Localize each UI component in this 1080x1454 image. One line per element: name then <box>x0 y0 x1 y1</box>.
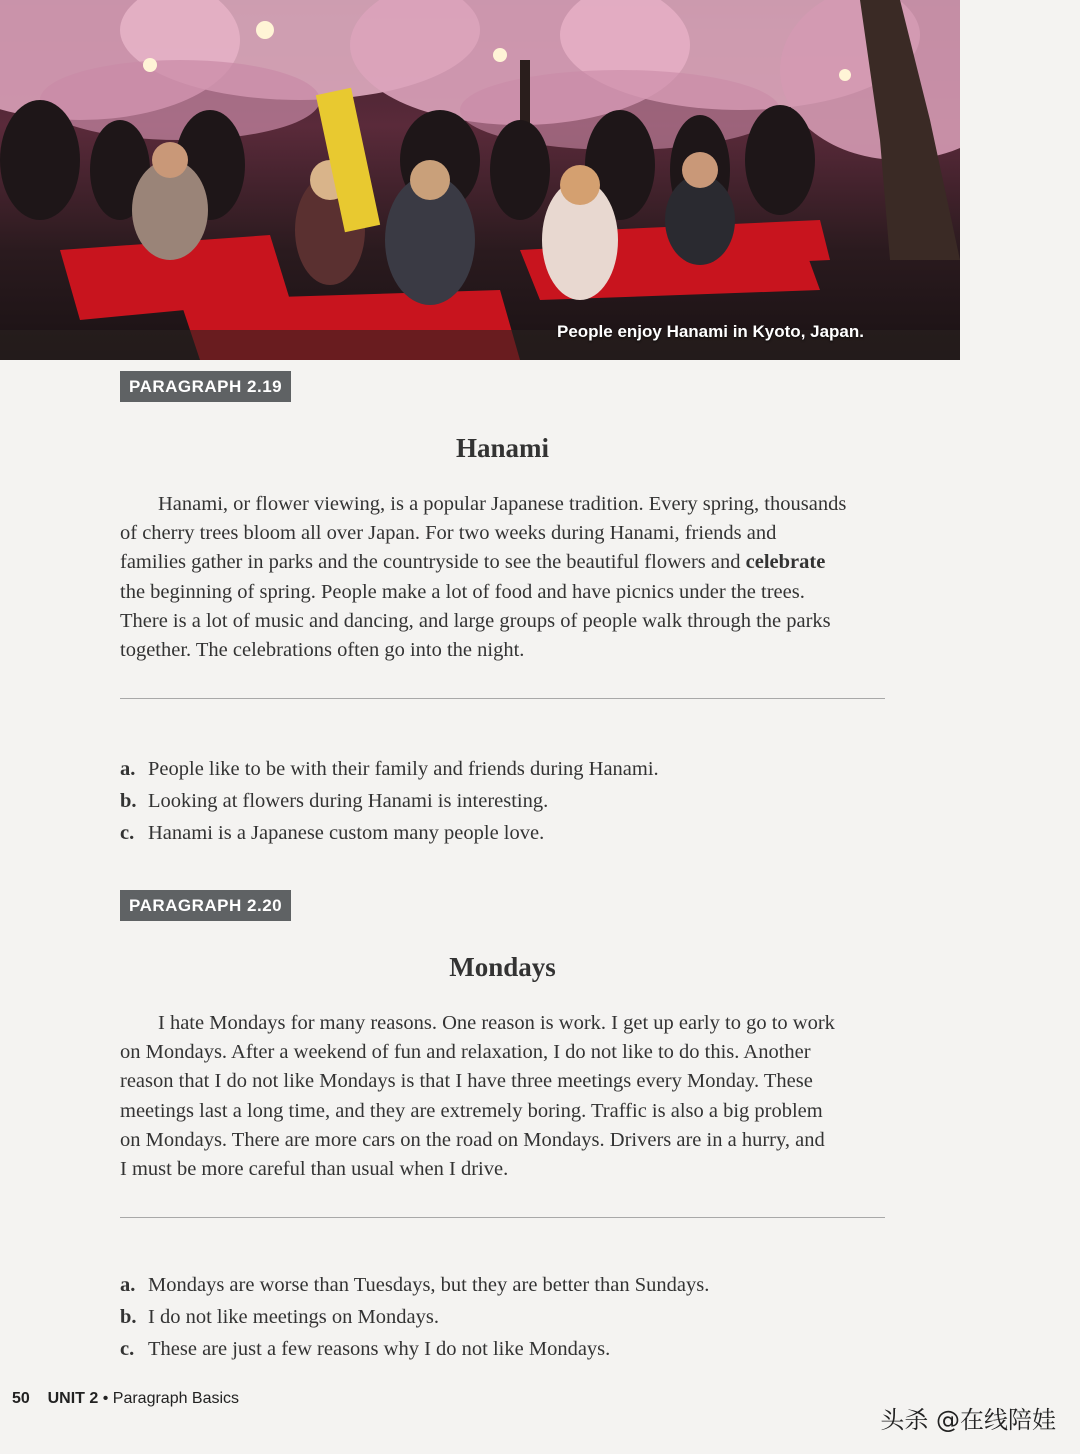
photo-caption: People enjoy Hanami in Kyoto, Japan. <box>556 322 864 341</box>
hanami-photo <box>0 0 960 360</box>
vocab-word: celebrate <box>745 551 826 574</box>
body-line: reason that I do not like Mondays is that I have three meetings every Monday. These <box>120 1070 813 1093</box>
paragraph-tag: PARAGRAPH 2.19 <box>120 371 291 402</box>
answer-line <box>120 1217 885 1218</box>
option-letter: b. <box>120 790 137 812</box>
body-line <box>120 548 885 577</box>
option-item[interactable] <box>120 758 659 790</box>
answer-options <box>120 758 659 854</box>
body-line-text: families gather in parks and the countryside to see the beautiful flowers and <box>120 551 741 574</box>
paragraph-tag: PARAGRAPH 2.20 <box>120 890 291 921</box>
watermark: 头杀 @在线陪娃 <box>880 1406 1056 1434</box>
option-text: People like to be with their family and friends during Hanami. <box>148 758 659 780</box>
option-letter: c. <box>120 822 135 844</box>
body-line: the beginning of spring. People make a lot of food and have picnics under the trees. <box>120 580 805 603</box>
page-number: 50 <box>12 1390 30 1407</box>
lantern <box>143 58 157 72</box>
option-item[interactable] <box>120 790 659 822</box>
option-text: Hanami is a Japanese custom many people love. <box>148 822 545 844</box>
body-line: There is a lot of music and dancing, and large groups of people walk through the parks <box>120 609 831 632</box>
body-line: I must be more careful than usual when I drive. <box>120 1158 509 1181</box>
option-letter: b. <box>120 1306 137 1328</box>
page-footer <box>12 1390 239 1408</box>
paragraph-body <box>120 1009 885 1184</box>
option-text: These are just a few reasons why I do not like Mondays. <box>148 1338 611 1360</box>
paragraph-body <box>120 490 885 665</box>
footer-separator: • <box>102 1390 109 1407</box>
paragraph-title: Mondays <box>449 952 556 982</box>
option-letter: a. <box>120 1274 136 1296</box>
body-line: together. The celebrations often go into the night. <box>120 639 525 662</box>
body-line: on Mondays. There are more cars on the road on Mondays. Drivers are in a hurry, and <box>120 1128 825 1151</box>
cherry-blossom-canopy <box>0 0 960 160</box>
option-item[interactable] <box>120 1338 709 1370</box>
answer-line <box>120 698 885 699</box>
option-text: I do not like meetings on Mondays. <box>148 1306 439 1328</box>
body-line: meetings last a long time, and they are extremely boring. Traffic is also a big problem <box>120 1099 823 1122</box>
option-letter: c. <box>120 1338 135 1360</box>
option-text: Mondays are worse than Tuesdays, but they are better than Sundays. <box>148 1274 710 1296</box>
paragraph-title: Hanami <box>455 433 549 463</box>
option-letter: a. <box>120 758 136 780</box>
unit-label: UNIT 2 <box>47 1390 99 1407</box>
section-name: Paragraph Basics <box>112 1390 240 1407</box>
body-line: Hanami, or flower viewing, is a popular Japanese tradition. Every spring, thousands <box>158 493 847 515</box>
body-line: of cherry trees bloom all over Japan. For two weeks during Hanami, friends and <box>120 522 777 545</box>
lantern <box>839 69 851 81</box>
lantern <box>493 48 507 62</box>
body-line: on Mondays. After a weekend of fun and relaxation, I do not like to do this. Another <box>120 1041 811 1064</box>
option-item[interactable] <box>120 1306 709 1338</box>
answer-options <box>120 1274 709 1370</box>
option-item[interactable] <box>120 1274 709 1306</box>
option-text: Looking at flowers during Hanami is interesting. <box>148 790 549 812</box>
body-line: I hate Mondays for many reasons. One reason is work. I get up early to go to work <box>158 1012 835 1034</box>
option-item[interactable] <box>120 822 659 854</box>
lantern <box>256 21 274 39</box>
hanami-scene-illustration <box>0 0 960 360</box>
